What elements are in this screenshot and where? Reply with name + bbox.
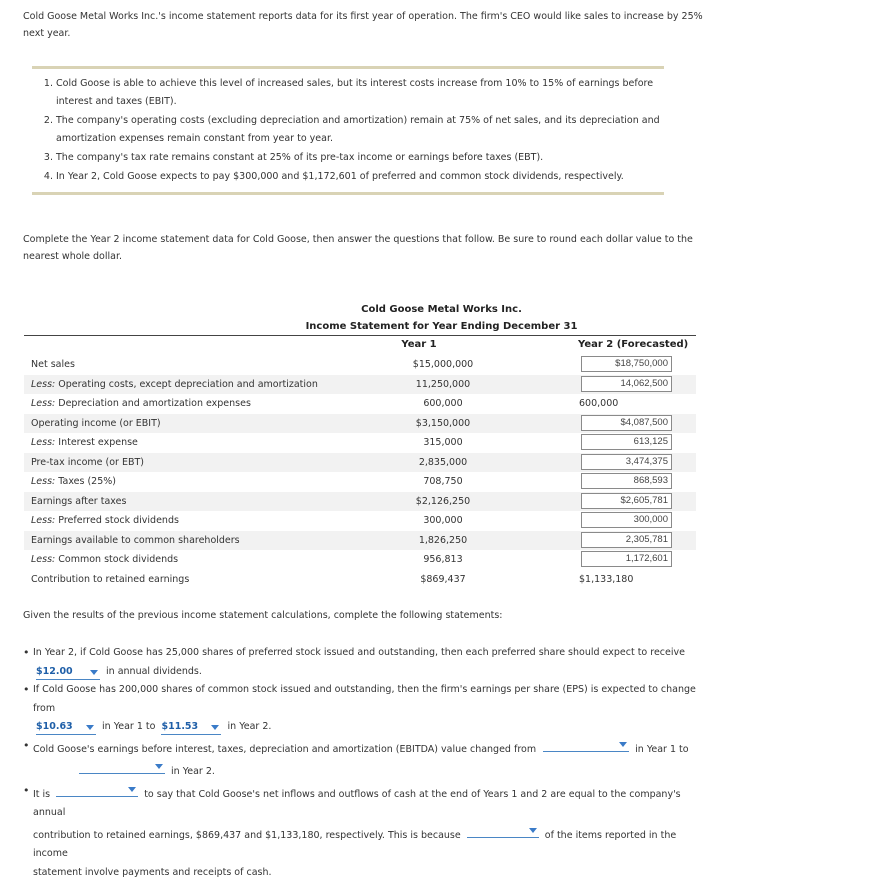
year2-input[interactable]: 868,593 <box>581 473 672 489</box>
questions-list <box>23 644 713 882</box>
table-row <box>24 531 696 551</box>
chevron-down-icon <box>619 742 627 747</box>
year1-value: 956,813 <box>393 554 493 565</box>
header-rule <box>24 335 696 336</box>
assumption-item: 4. In Year 2, Cold Goose expects to pay $300,000 and $1,172,601 of preferred and common stock dividends, respectively. <box>56 168 664 186</box>
row-label: Pre-tax income (or EBT) <box>31 457 144 468</box>
year2-input[interactable]: 3,474,375 <box>581 454 672 470</box>
statement-company: Cold Goose Metal Works Inc. <box>300 304 583 315</box>
row-label: Less: Interest expense <box>31 437 138 448</box>
chevron-down-icon <box>155 764 163 769</box>
question-2 <box>23 681 713 737</box>
row-label: Less: Operating costs, except depreciation and amortization <box>31 379 318 390</box>
q4-text-end: statement involve payments and receipts of cash. <box>33 867 272 878</box>
question-1 <box>23 644 713 681</box>
table-row <box>24 453 696 473</box>
year2-input[interactable]: 1,172,601 <box>581 551 672 567</box>
assumptions-box <box>32 66 664 195</box>
year1-value: 2,835,000 <box>393 457 493 468</box>
year1-value: 11,250,000 <box>393 379 493 390</box>
q1-dropdown[interactable]: $12.00 <box>36 665 100 680</box>
question-3 <box>23 737 713 782</box>
q2-text: If Cold Goose has 200,000 shares of common stock issued and outstanding, then the firm's earnings per share (EPS) is expected to change from <box>33 684 696 714</box>
row-label: Net sales <box>31 359 75 370</box>
year2-input[interactable]: 613,125 <box>581 434 672 450</box>
row-label: Less: Common stock dividends <box>31 554 178 565</box>
row-label: Earnings after taxes <box>31 496 126 507</box>
q4-text: It is <box>33 789 50 800</box>
q2-dropdown-year1[interactable]: $10.63 <box>36 720 96 735</box>
row-label: Less: Preferred stock dividends <box>31 515 179 526</box>
chevron-down-icon <box>211 725 219 730</box>
q4-dropdown-1[interactable] <box>56 782 138 797</box>
q4-text-cont: contribution to retained earnings, $869,437 and $1,133,180, respectively. This is because <box>33 830 461 841</box>
q3-text-mid: in Year 1 to <box>635 744 688 755</box>
year2-input[interactable]: $2,605,781 <box>581 493 672 509</box>
chevron-down-icon <box>86 725 94 730</box>
year2-value: $1,133,180 <box>579 574 633 585</box>
statement-title: Income Statement for Year Ending December 31 <box>300 321 583 332</box>
table-row <box>24 570 696 590</box>
year1-value: 315,000 <box>393 437 493 448</box>
assumption-item: 2. The company's operating costs (excluding depreciation and amortization) remain at 75% of net sales, and its depreciation and amortization expenses remain constant from year to year. <box>56 112 664 148</box>
chevron-down-icon <box>529 828 537 833</box>
chevron-down-icon <box>128 787 136 792</box>
q4-text-after: of the items reported in the income <box>33 830 676 860</box>
q4-dropdown-2[interactable] <box>467 823 539 838</box>
row-label: Operating income (or EBIT) <box>31 418 161 429</box>
q3-text: Cold Goose's earnings before interest, taxes, depreciation and amortization (EBITDA) value changed from <box>33 744 536 755</box>
year1-value: $869,437 <box>393 574 493 585</box>
q2-text-end: in Year 2. <box>228 721 272 732</box>
assumption-item: 1. Cold Goose is able to achieve this level of increased sales, but its interest costs increase from 10% to 15% of earnings before interest and taxes (EBIT). <box>56 75 664 111</box>
row-label: Contribution to retained earnings <box>31 574 189 585</box>
q3-dropdown-year2[interactable] <box>79 759 165 774</box>
year1-value: $15,000,000 <box>393 359 493 370</box>
year2-value: 600,000 <box>579 398 618 409</box>
instructions-text: Complete the Year 2 income statement data for Cold Goose, then answer the questions that follow. Be sure to round each dollar value to the nearest whole dollar. <box>23 231 713 265</box>
intro-text: Cold Goose Metal Works Inc.'s income statement reports data for its first year of operation. The firm's CEO would like sales to increase by 25% next year. <box>23 8 703 42</box>
year2-input[interactable]: 2,305,781 <box>581 532 672 548</box>
column-header-year2: Year 2 (Forecasted) <box>578 339 688 350</box>
q3-dropdown-year1[interactable] <box>543 737 629 752</box>
table-row <box>24 433 696 453</box>
year2-input[interactable]: $4,087,500 <box>581 415 672 431</box>
assumptions-list <box>32 75 664 186</box>
year2-input[interactable]: 14,062,500 <box>581 376 672 392</box>
row-label: Less: Taxes (25%) <box>31 476 116 487</box>
year1-value: 300,000 <box>393 515 493 526</box>
given-text: Given the results of the previous income statement calculations, complete the following statements: <box>23 610 503 621</box>
table-row <box>24 492 696 512</box>
chevron-down-icon <box>90 670 98 675</box>
year1-value: $3,150,000 <box>393 418 493 429</box>
table-row <box>24 550 696 570</box>
assumption-item: 3. The company's tax rate remains constant at 25% of its pre-tax income or earnings before taxes (EBT). <box>56 149 664 167</box>
q2-dropdown-year2[interactable]: $11.53 <box>161 720 221 735</box>
q3-text-end: in Year 2. <box>171 766 215 777</box>
year2-input[interactable]: $18,750,000 <box>581 356 672 372</box>
year1-value: $2,126,250 <box>393 496 493 507</box>
table-row <box>24 472 696 492</box>
year2-input[interactable]: 300,000 <box>581 512 672 528</box>
q2-text-mid: in Year 1 to <box>102 721 155 732</box>
row-label: Earnings available to common shareholders <box>31 535 240 546</box>
table-row <box>24 414 696 434</box>
table-row <box>24 511 696 531</box>
q1-text-end: in annual dividends. <box>106 666 202 677</box>
question-4 <box>23 782 713 882</box>
table-row <box>24 375 696 395</box>
table-row <box>24 394 696 414</box>
year1-value: 1,826,250 <box>393 535 493 546</box>
row-label: Less: Depreciation and amortization expenses <box>31 398 251 409</box>
column-header-year1: Year 1 <box>369 339 469 350</box>
year1-value: 600,000 <box>393 398 493 409</box>
year1-value: 708,750 <box>393 476 493 487</box>
q4-text-mid: to say that Cold Goose's net inflows and outflows of cash at the end of Years 1 and 2 are equal to the company's annual <box>33 789 681 819</box>
q1-text: In Year 2, if Cold Goose has 25,000 shares of preferred stock issued and outstanding, then each preferred share should expect to receive <box>33 647 685 658</box>
table-row <box>24 355 696 375</box>
